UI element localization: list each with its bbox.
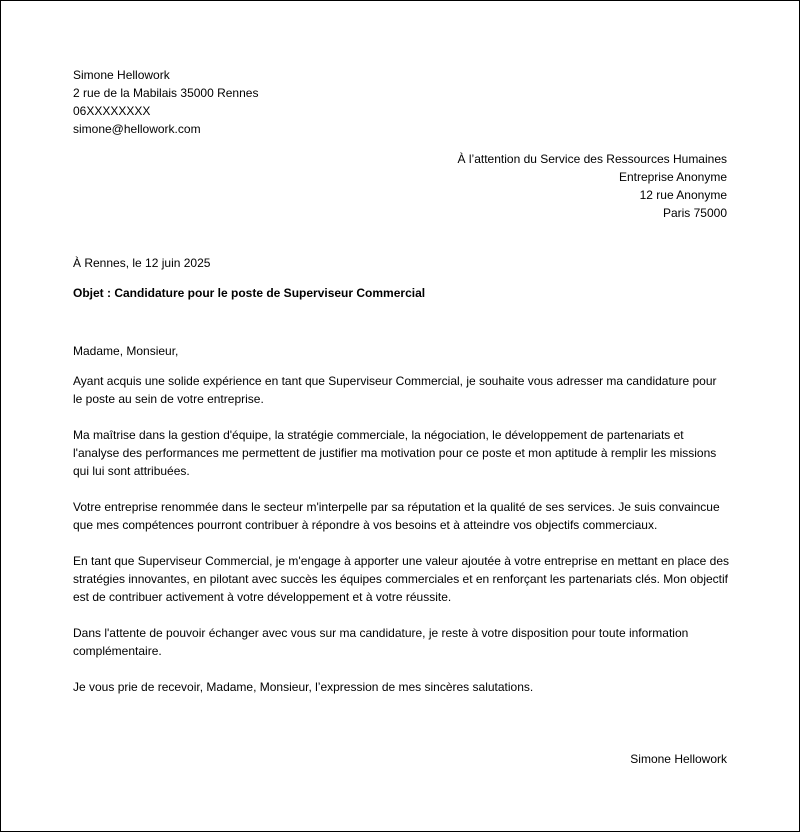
recipient-city: Paris 75000 bbox=[662, 206, 727, 220]
paragraph: En tant que Superviseur Commercial, je m'engage à apporter une valeur ajoutée à votre entreprise en mettant en place des stratégies innovantes, en pilotant avec succès les équipes commerciales et en renforçant les partenariats clés. Mon objectif est de contribuer activement à votre développement et à votre réussite. bbox=[73, 554, 730, 604]
letter-body bbox=[73, 342, 729, 714]
salutation: Madame, Monsieur, bbox=[73, 344, 179, 358]
recipient-block bbox=[458, 150, 727, 222]
paragraph: Dans l'attente de pouvoir échanger avec vous sur ma candidature, je reste à votre disposition pour toute information complémentaire. bbox=[73, 626, 689, 658]
recipient-attention: À l’attention du Service des Ressources Humaines bbox=[457, 152, 727, 166]
sender-name: Simone Hellowork bbox=[73, 68, 170, 82]
paragraph: Ayant acquis une solide expérience en tant que Superviseur Commercial, je souhaite vous adresser ma candidature pour le poste au sein de votre entreprise. bbox=[73, 374, 717, 406]
signature: Simone Hellowork bbox=[630, 752, 727, 766]
letter-subject: Objet : Candidature pour le poste de Superviseur Commercial bbox=[73, 286, 426, 300]
letter-date: À Rennes, le 12 juin 2025 bbox=[73, 256, 211, 270]
sender-block bbox=[73, 66, 258, 138]
sender-address: 2 rue de la Mabilais 35000 Rennes bbox=[73, 86, 259, 100]
recipient-company: Entreprise Anonyme bbox=[618, 170, 727, 184]
sender-email: simone@hellowork.com bbox=[73, 122, 201, 136]
sender-phone: 06XXXXXXXX bbox=[73, 104, 151, 118]
closing-paragraph: Je vous prie de recevoir, Madame, Monsieur, l’expression de mes sincères salutations. bbox=[73, 680, 534, 694]
paragraph: Votre entreprise renommée dans le secteur m'interpelle par sa réputation et la qualité de ses services. Je suis convaincue que mes compétences pourront contribuer à répondre à vos besoins et à atteindre vos objectifs commerciaux. bbox=[73, 500, 720, 532]
recipient-street: 12 rue Anonyme bbox=[639, 188, 727, 202]
paragraph: Ma maîtrise dans la gestion d'équipe, la stratégie commerciale, la négociation, le développement de partenariats et l'analyse des performances me permettent de justifier ma motivation pour ce poste et mon aptitude à remplir les missions qui lui sont attribuées. bbox=[73, 428, 717, 478]
